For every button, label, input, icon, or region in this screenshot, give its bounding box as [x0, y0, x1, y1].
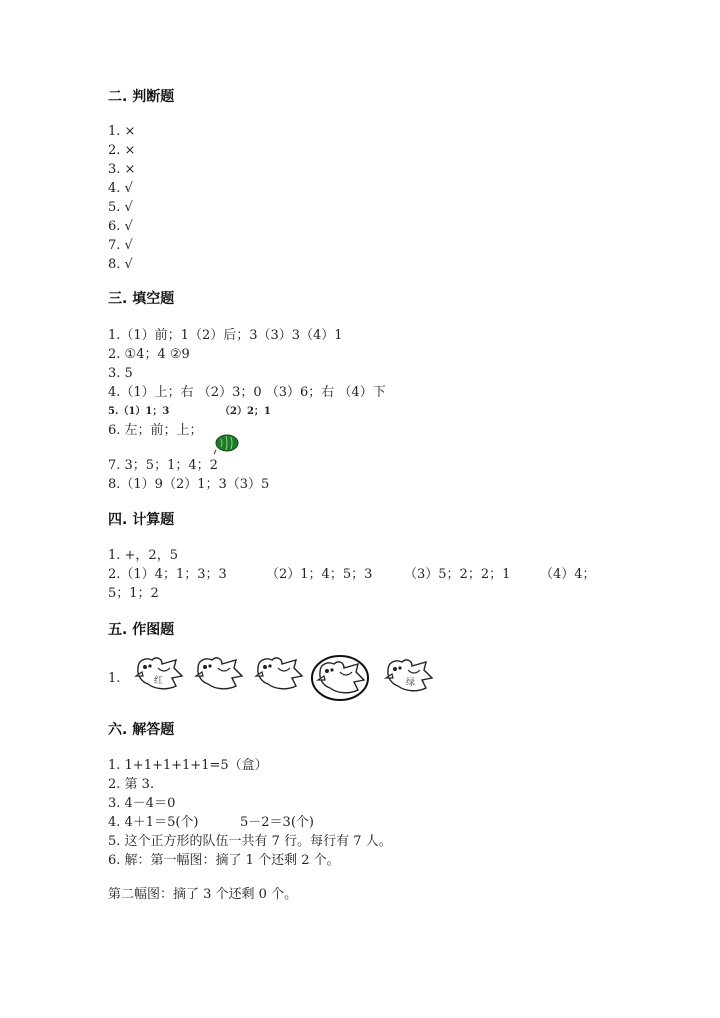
calc-line-2-part-2: （2）1；4；5；3	[266, 567, 373, 582]
judge-item-8: 8. √	[108, 257, 133, 272]
bird-icon	[252, 654, 304, 694]
fill-line-1: 1.（1）前；1（2）后；3（3）3（4）1	[108, 328, 343, 343]
judge-item-5: 5. √	[108, 200, 133, 215]
bird-1	[132, 654, 184, 694]
section-title-fill: 三. 填空题	[108, 291, 175, 307]
answer-line-2: 2. 第 3.	[108, 777, 155, 792]
draw-prefix: 1.	[108, 671, 121, 686]
fill-line-6: 6. 左；前；上；	[108, 423, 203, 438]
fill-line-5-part-1: 5.（1）1；3	[108, 406, 170, 417]
bird-4-circled	[310, 654, 370, 702]
calc-line-3: 5；1；2	[108, 586, 159, 601]
bird-5-label: 绿	[406, 678, 416, 688]
bird-1-label: 红	[154, 676, 164, 686]
fill-line-3: 3. 5	[108, 366, 133, 381]
judge-item-7: 7. √	[108, 238, 133, 253]
calc-line-1: 1. +，2，5	[108, 548, 178, 563]
answer-line-4-part-2: 5－2＝3(个)	[240, 815, 314, 830]
answer-line-1: 1. 1+1+1+1+1=5（盒）	[108, 758, 268, 773]
answer-line-4	[108, 814, 408, 832]
judge-item-6: 6. √	[108, 219, 133, 234]
fill-line-2: 2. ①4；4 ②9	[108, 347, 190, 362]
fill-line-5-part-2: （2）2；1	[220, 406, 271, 417]
bird-5	[382, 656, 434, 696]
judge-item-3: 3. ×	[108, 162, 136, 177]
answer-line-5: 5. 这个正方形的队伍一共有 7 行。每行有 7 人。	[108, 834, 392, 849]
section-title-judge: 二. 判断题	[108, 89, 175, 105]
bird-2	[192, 654, 244, 694]
section-title-answer: 六. 解答题	[108, 722, 175, 738]
bird-icon	[192, 654, 244, 694]
answer-line-4-part-1: 4. 4＋1＝5(个)	[108, 815, 199, 830]
calc-line-2-part-3: （3）5；2；2；1	[404, 567, 511, 582]
fill-line-7: 7. 3；5；1；4；2	[108, 458, 218, 473]
calc-line-2	[108, 566, 608, 584]
answer-line-3: 3. 4－4＝0	[108, 796, 176, 811]
fill-line-4: 4.（1）上；右 （2）3；0 （3）6；右 （4）下	[108, 385, 386, 400]
fill-line-8: 8.（1）9（2）1；3（3）5	[108, 477, 270, 492]
calc-line-2-part-1: 2.（1）4；1；3；3	[108, 567, 227, 582]
section-title-calc: 四. 计算题	[108, 512, 175, 528]
bird-icon	[314, 658, 366, 698]
fill-line-5	[108, 403, 408, 421]
watermelon-icon	[213, 433, 239, 459]
calc-line-2-part-4: （4）4；	[540, 567, 596, 582]
judge-item-1: 1. ×	[108, 124, 136, 139]
answer-line-6: 6. 解：第一幅图：摘了 1 个还剩 2 个。	[108, 853, 340, 868]
answer-line-7: 第二幅图：摘了 3 个还剩 0 个。	[108, 887, 298, 902]
judge-item-4: 4. √	[108, 181, 133, 196]
judge-item-2: 2. ×	[108, 143, 136, 158]
bird-3	[252, 654, 304, 694]
section-title-draw: 五. 作图题	[108, 622, 175, 638]
